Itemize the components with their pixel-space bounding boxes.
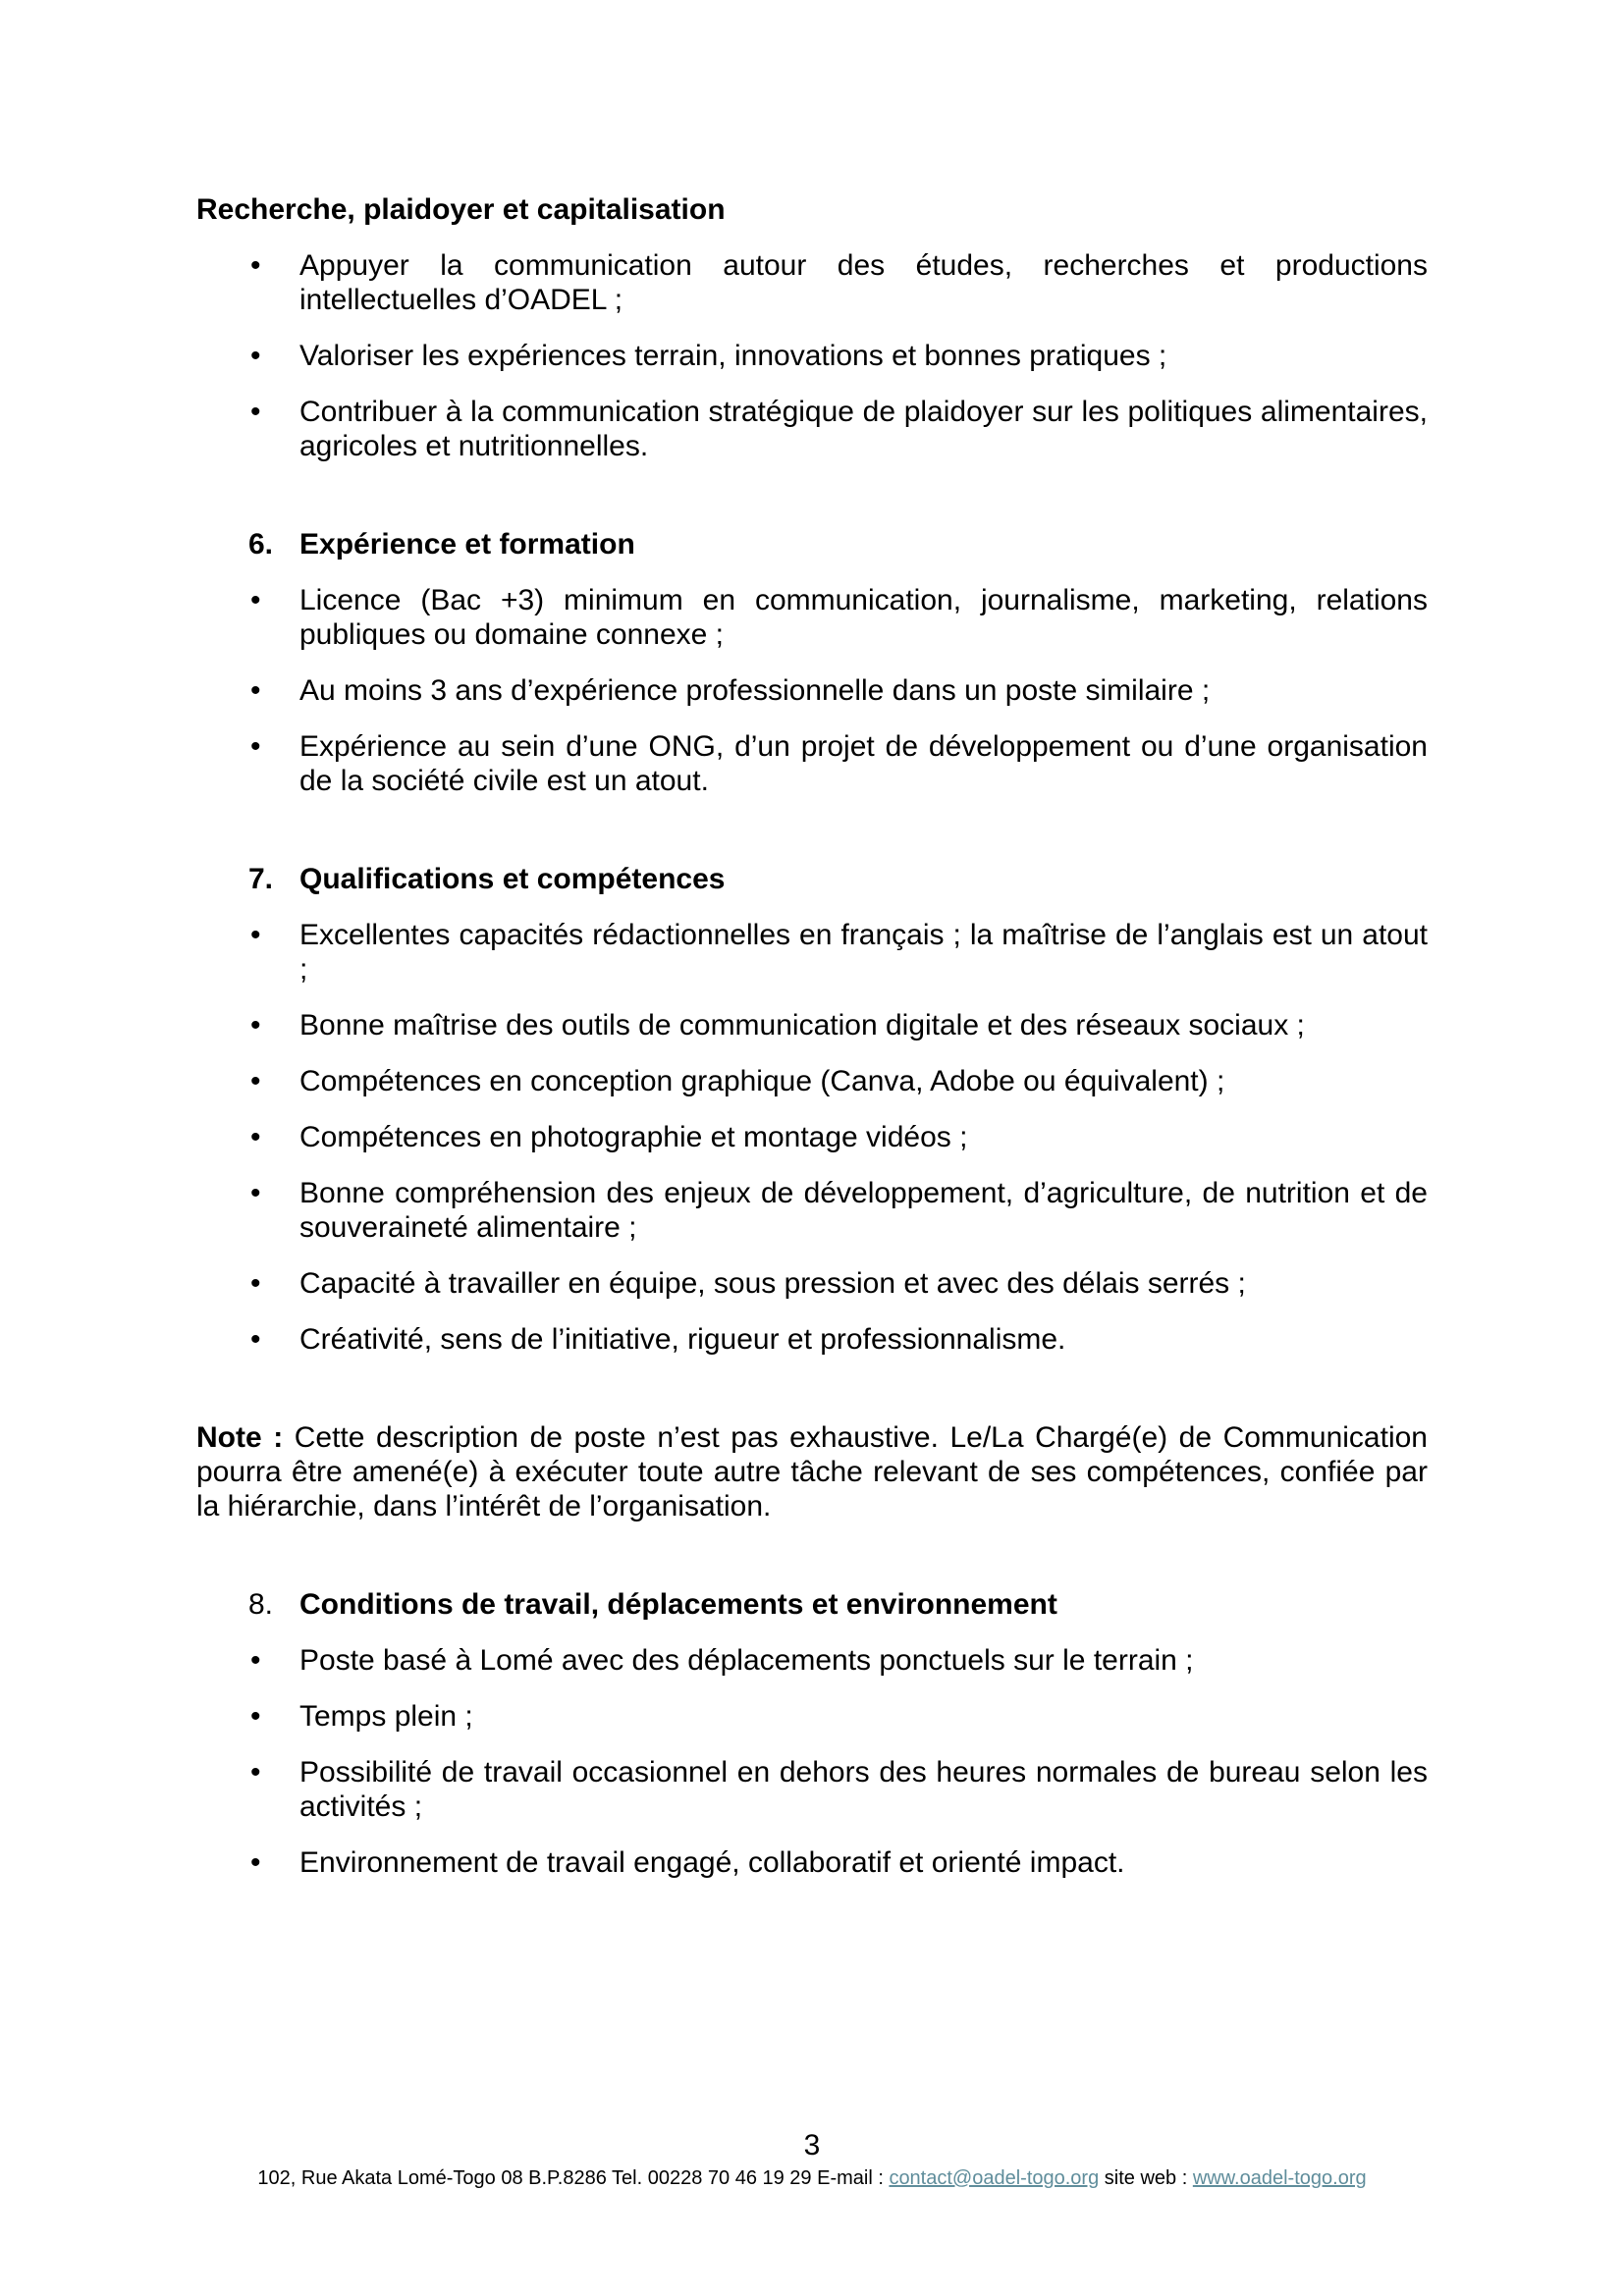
bullet-icon <box>250 729 280 764</box>
bullet-icon <box>250 1266 280 1301</box>
list-item-text: Environnement de travail engagé, collaboratif et orienté impact. <box>299 1846 1125 1879</box>
list-item <box>299 1755 1428 1824</box>
heading-number: 6. <box>248 528 274 561</box>
list-item-text: Appuyer la communication autour des études, recherches et productions intellectuelles d’OADEL ; <box>299 249 1428 316</box>
list-item <box>299 339 1428 373</box>
list-item-text: Créativité, sens de l’initiative, rigueur et professionnalisme. <box>299 1323 1066 1356</box>
bullet-icon <box>250 339 280 373</box>
bullet-icon <box>250 1755 280 1789</box>
experience-bullet-list <box>196 583 1428 798</box>
list-item <box>299 583 1428 652</box>
list-item-text: Excellentes capacités rédactionnelles en français ; la maîtrise de l’anglais est un atout ; <box>299 919 1428 986</box>
bullet-icon <box>250 1120 280 1154</box>
list-item <box>299 1699 1428 1734</box>
heading-experience-formation <box>248 527 1428 561</box>
bullet-icon <box>250 1322 280 1357</box>
footer-address-line <box>0 2163 1624 2194</box>
note-paragraph <box>196 1420 1428 1523</box>
list-item <box>299 918 1428 987</box>
list-item <box>299 1176 1428 1245</box>
bullet-icon <box>250 1064 280 1098</box>
note-text: Cette description de poste n’est pas exhaustive. Le/La Chargé(e) de Communication pourra être amené(e) à exécuter toute autre tâche relevant de ses compétences, confiée par la hiérarchie, dans l’intérêt de l’organisation. <box>196 1421 1428 1522</box>
list-item-text: Capacité à travailler en équipe, sous pression et avec des délais serrés ; <box>299 1267 1246 1300</box>
heading-title: Conditions de travail, déplacements et environnement <box>299 1588 1057 1621</box>
list-item <box>299 1643 1428 1678</box>
heading-conditions-travail <box>248 1587 1428 1622</box>
heading-recherche-plaidoyer: Recherche, plaidoyer et capitalisation <box>196 193 726 226</box>
heading-title: Qualifications et compétences <box>299 863 726 895</box>
bullet-icon <box>250 918 280 952</box>
heading-qualifications-competences <box>248 862 1428 896</box>
list-item-text: Valoriser les expériences terrain, innovations et bonnes pratiques ; <box>299 340 1167 372</box>
list-item-text: Compétences en conception graphique (Canva, Adobe ou équivalent) ; <box>299 1065 1225 1097</box>
list-item <box>299 673 1428 708</box>
bullet-icon <box>250 1176 280 1210</box>
page-number: 3 <box>803 2129 821 2162</box>
list-item-text: Possibilité de travail occasionnel en dehors des heures normales de bureau selon les activités ; <box>299 1756 1428 1823</box>
list-item-text: Licence (Bac +3) minimum en communication, journalisme, marketing, relations publiques ou domaine connexe ; <box>299 584 1428 651</box>
email-link[interactable]: contact@oadel-togo.org <box>889 2167 1100 2189</box>
page-footer <box>0 2128 1624 2194</box>
list-item-text: Bonne maîtrise des outils de communication digitale et des réseaux sociaux ; <box>299 1009 1305 1041</box>
website-link[interactable]: www.oadel-togo.org <box>1192 2167 1367 2189</box>
heading-number: 7. <box>248 863 274 895</box>
conditions-bullet-list <box>196 1643 1428 1880</box>
footer-address-text: 102, Rue Akata Lomé-Togo 08 B.P.8286 Tel. 00228 70 46 19 29 E-mail : <box>257 2167 890 2189</box>
list-item <box>299 1266 1428 1301</box>
bullet-icon <box>250 673 280 708</box>
heading-number: 8. <box>248 1588 274 1621</box>
bullet-icon <box>250 1008 280 1042</box>
list-item-text: Compétences en photographie et montage vidéos ; <box>299 1121 968 1153</box>
list-item-text: Poste basé à Lomé avec des déplacements ponctuels sur le terrain ; <box>299 1644 1194 1677</box>
bullet-icon <box>250 395 280 429</box>
list-item <box>299 1064 1428 1098</box>
heading-title: Expérience et formation <box>299 528 635 561</box>
list-item-text: Bonne compréhension des enjeux de développement, d’agriculture, de nutrition et de souveraineté alimentaire ; <box>299 1177 1428 1244</box>
list-item <box>299 1120 1428 1154</box>
intro-bullet-list <box>196 248 1428 463</box>
list-item-text: Contribuer à la communication stratégique de plaidoyer sur les politiques alimentaires, agricoles et nutritionnelles. <box>299 396 1428 462</box>
list-item-text: Expérience au sein d’une ONG, d’un projet de développement ou d’une organisation de la société civile est un atout. <box>299 730 1428 797</box>
list-item <box>299 1845 1428 1880</box>
list-item <box>299 248 1428 317</box>
bullet-icon <box>250 1699 280 1734</box>
footer-separator-text: site web : <box>1099 2167 1193 2189</box>
list-item-text: Temps plein ; <box>299 1700 473 1733</box>
qualifications-bullet-list <box>196 918 1428 1357</box>
list-item-text: Au moins 3 ans d’expérience professionnelle dans un poste similaire ; <box>299 674 1211 707</box>
list-item <box>299 395 1428 463</box>
bullet-icon <box>250 248 280 283</box>
list-item <box>299 729 1428 798</box>
document-body <box>196 192 1428 1901</box>
note-label: Note : <box>196 1421 284 1454</box>
list-item <box>299 1322 1428 1357</box>
bullet-icon <box>250 583 280 617</box>
bullet-icon <box>250 1845 280 1880</box>
list-item <box>299 1008 1428 1042</box>
bullet-icon <box>250 1643 280 1678</box>
